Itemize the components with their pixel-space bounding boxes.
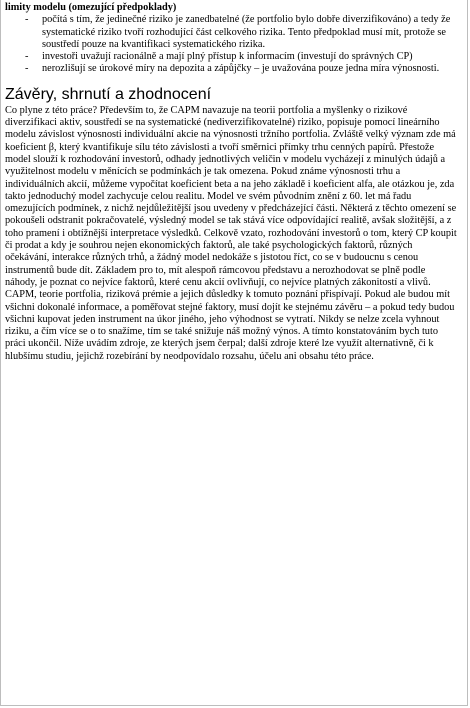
top-heading: limity modelu (omezující předpoklady) (5, 2, 177, 13)
list-item-text: nerozlišují se úrokové míry na depozita a zápůjčky – je uvažována pouze jedna míra výnosnosti. (42, 63, 440, 75)
list-item-text: počítá s tím, že jedinečné riziko je zanedbatelné (že portfolio bylo dobře diverzifikováno) a tedy že systematické riziko tvoří rozhodující část celkového rizika. Tento předpoklad musí mít, protože se soustředí pouze na kvantifikaci systematického rizika. (42, 14, 451, 50)
list-item (5, 14, 459, 51)
list-item-text: investoři uvažují racionálně a mají plný přístup k informacím (investují do správných CP) (42, 51, 413, 63)
limitations-list (5, 14, 459, 75)
section-heading: Závěry, shrnutí a zhodnocení (5, 85, 212, 103)
list-item (5, 63, 459, 75)
bullet-marker: - (25, 51, 29, 63)
conclusion-paragraph: Co plyne z této práce? Především to, že CAPM navazuje na teorii portfolia a myšlenky o rizikové diverzifikaci aktiv, soustředí se na systematické (nediverzifikovatelné) riziko, popisuje pomocí lineárního modelu závislost výnosnosti individuální akcie na výnosnosti tržního portfolia. Zvláště velký význam zde má koeficient β, který kvantifikuje sílu této závislosti a tvoří směrnici přímky trhu cenných papírů. Přestože model slouží k rozhodování investorů, odhady jednotlivých veličin v modelu vycházejí z minulých údajů a využitelnost modelu v měnících se podmínkách je tak omezena. Pokud známe výnosnosti trhu a individuálních akcií, můžeme vypočítat koeficient beta a na jeho základě i koeficient alfa, ale otázkou je, zda takto jednoduchý model zachycuje celou realitu. Model ve svém původním znění z 60. let má řadu omezujících podmínek, z nichž nejdůležitější jsou uvedeny v předcházející části. Některá z těchto omezení se pokoušeli odstranit pokračovatelé, výsledný model se tak stává více odpovídající realitě, avšak složitější, a z toho pramení i obtížnější interpretace výsledků. Celkově vzato, rozhodování investorů o tom, který CP koupit či prodat a kdy je souhrou nejen ekonomických faktorů, ale také psychologických faktorů, různých očekávání, interakce různých trhů, a žádný model nedokáže s jistotou říct, co se v budoucnu s cenou instrumentů bude dít. Základem pro to, mít alespoň rámcovou představu a nerozhodovat se plně podle náhody, je poznat co nejvíce faktorů, které cenu akcií ovlivňují, co nejvíce platných zákonitostí a vlivů. CAPM, teorie portfolia, riziková prémie a jejich důsledky k tomuto poznání přispívají. Pokud ale budou mít všichni dokonalé informace, a poměřovat stejné faktory, musí dojít ke stejnému závěru – a pokud tedy budou všichni kupovat jeden instrument na úkor jiného, jeho výhodnost se vytratí. Nikdy se nelze zcela vyhnout riziku, a čím více se o to snažíme, tím se také snižuje náš možný výnos. A tímto konstatováním bych tuto práci ukončil. Níže uvádím zdroje, ze kterých jsem čerpal; další zdroje které lze využít alternativně, či k hlubšímu studiu, jejichž rozebírání by neodpovídalo rozsahu, účelu ani obsahu této práce. (5, 104, 457, 362)
page-content (5, 2, 459, 363)
bullet-marker: - (25, 63, 29, 75)
bullet-marker: - (25, 14, 29, 26)
list-item (5, 51, 459, 63)
